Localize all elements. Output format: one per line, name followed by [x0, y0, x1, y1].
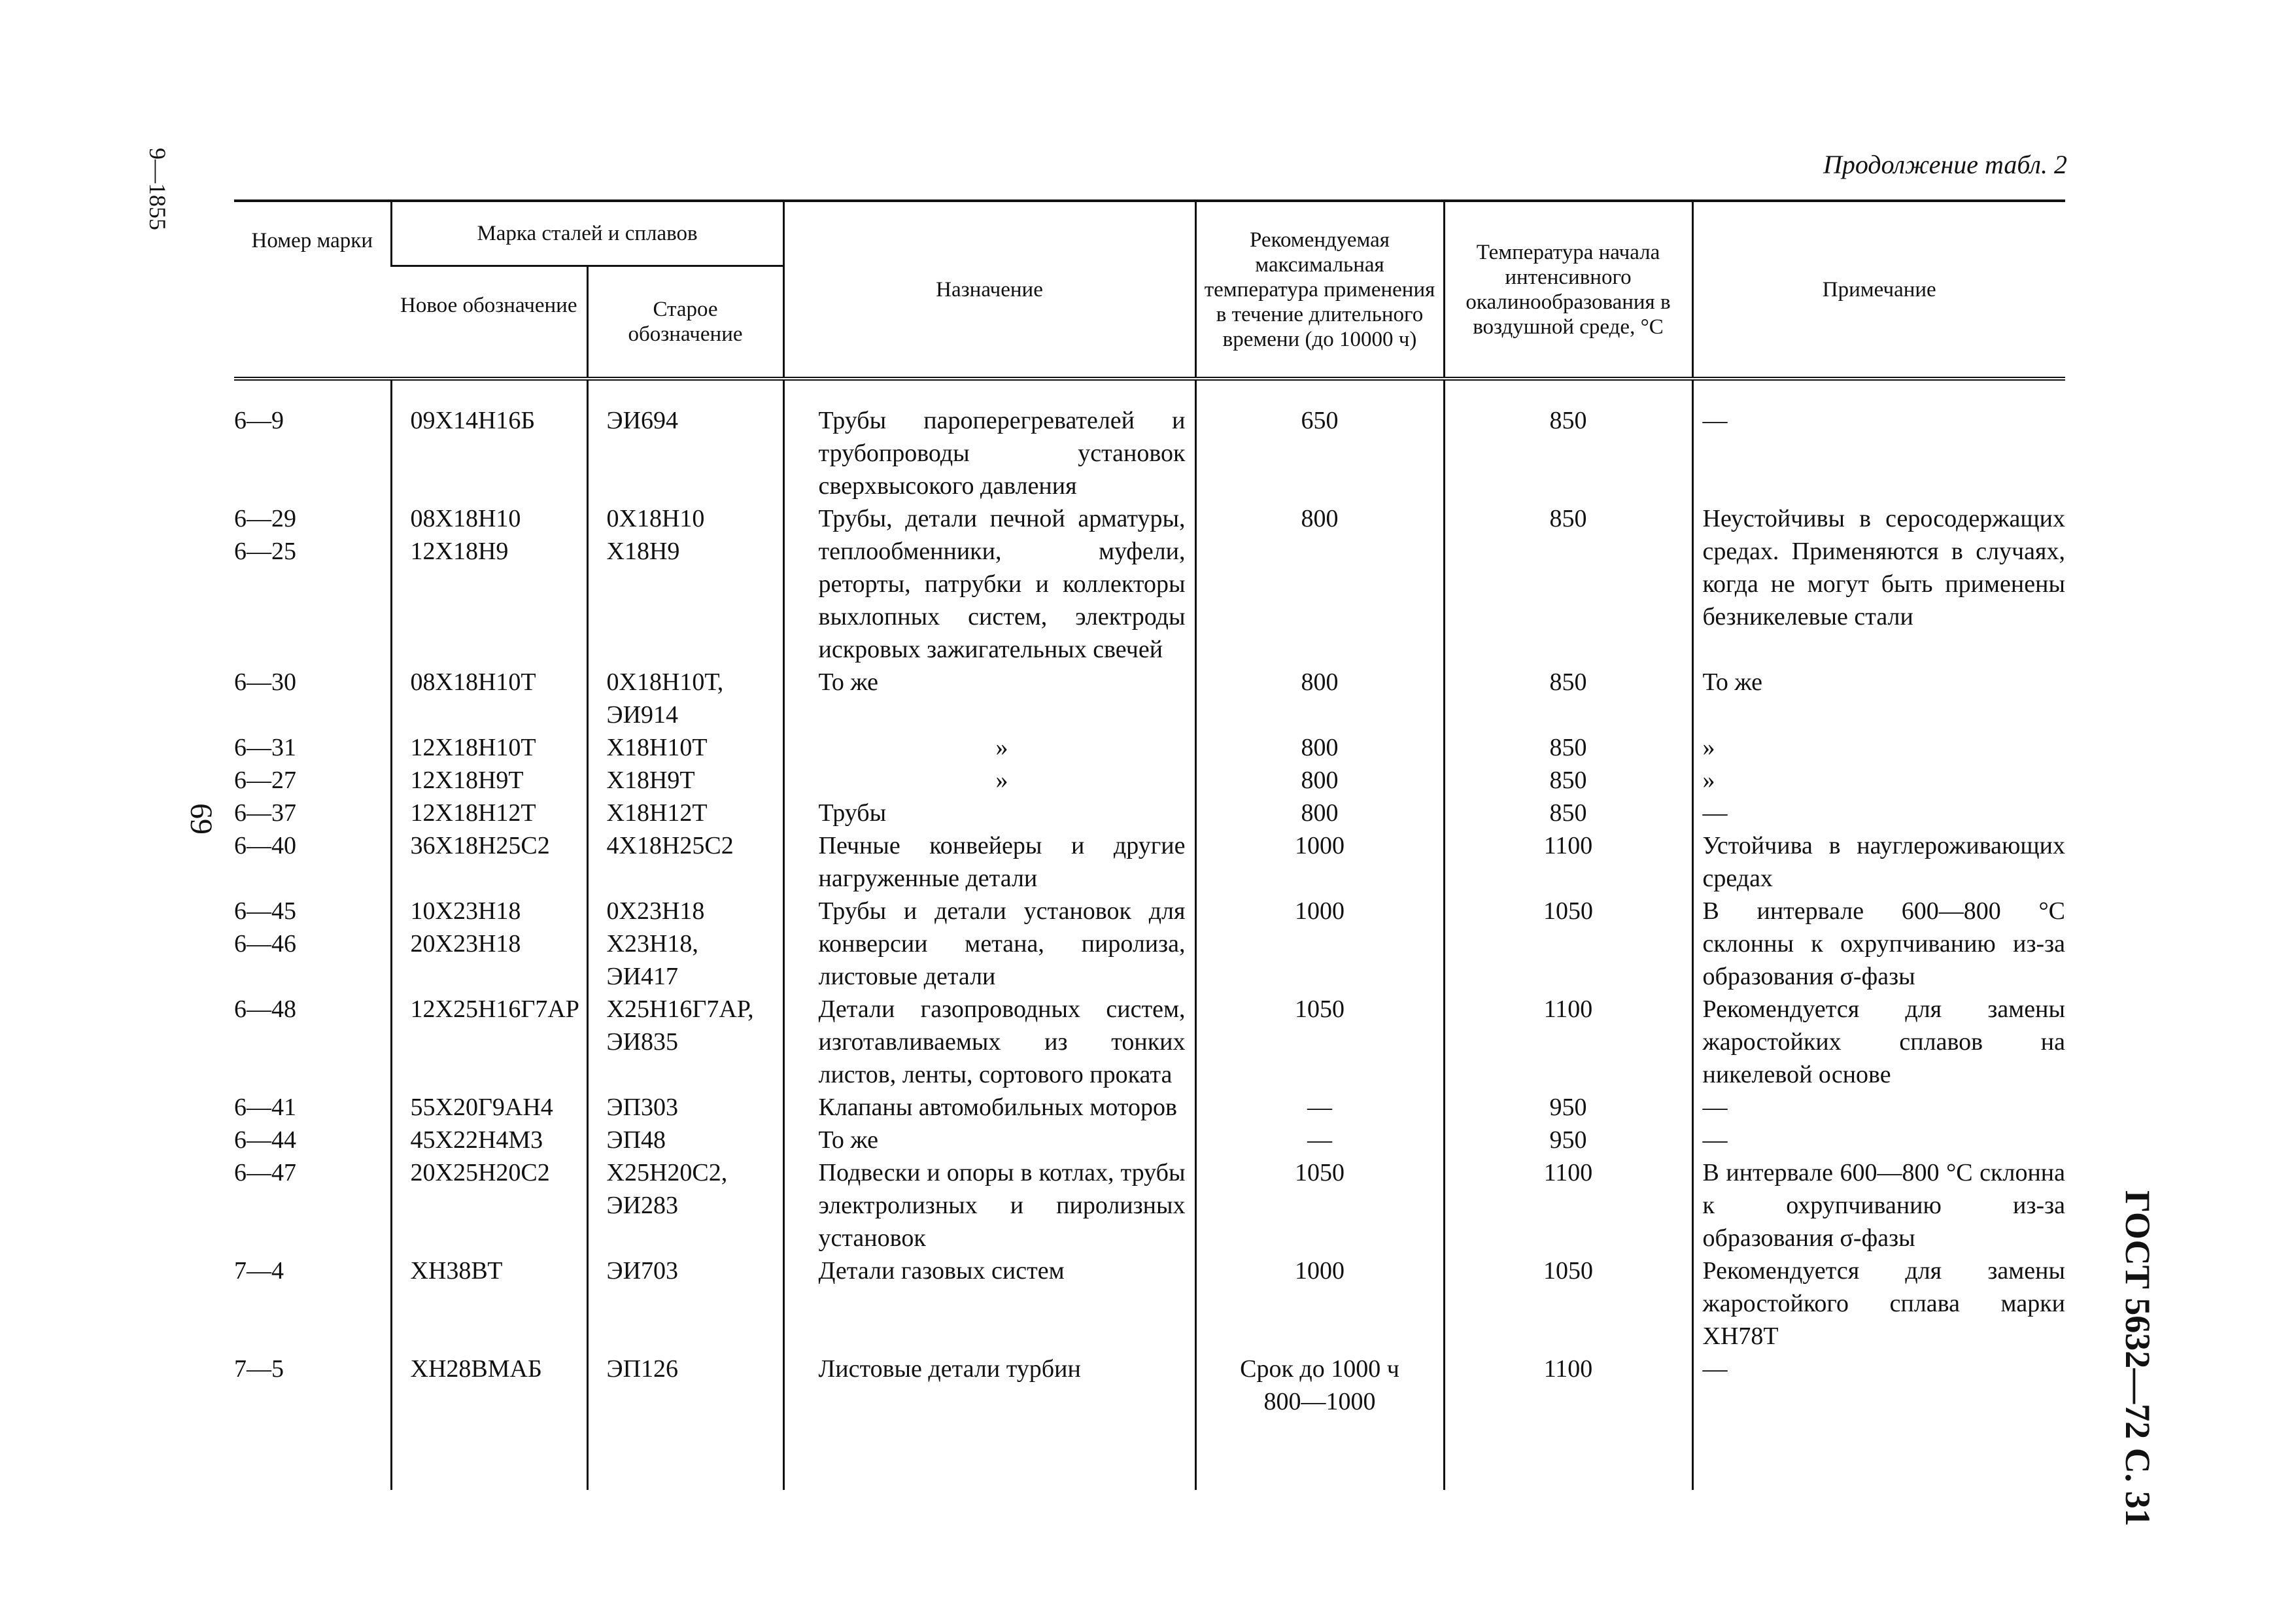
cell-old-designation: ЭИ703 — [587, 1254, 783, 1353]
table-caption: Продолжение табл. 2 — [1823, 150, 2067, 179]
cell-max-temperature: 800 — [1195, 764, 1444, 797]
table-row — [234, 764, 2065, 797]
cell-old-designation: ЭИ694 — [587, 379, 783, 502]
cell-purpose: Листовые детали турбин — [783, 1353, 1195, 1418]
cell-scale-temperature: 850 — [1444, 731, 1692, 764]
cell-number: 6—41 — [234, 1094, 296, 1121]
header-number: Номер марки — [234, 201, 391, 379]
cell-max-temperature: 650 — [1195, 379, 1444, 502]
cell-max-temperature: — — [1195, 1091, 1444, 1124]
header-max-temp: Рекомендуемая максимальная температура применения в течение длительного времени (до 10000 ч) — [1195, 201, 1444, 379]
cell-scale-temperature: 850 — [1444, 797, 1692, 829]
cell-note: — — [1692, 1353, 2065, 1418]
table-row — [234, 1353, 2065, 1418]
empty-cell — [1444, 1418, 1692, 1490]
table-body — [234, 379, 2065, 1490]
cell-old-designation: 0Х23Н18 Х23Н18, ЭИ417 — [587, 895, 783, 993]
cell-purpose: » — [783, 764, 1195, 797]
cell-max-temperature: 1000 — [1195, 895, 1444, 993]
empty-cell — [587, 1418, 783, 1490]
cell-new-designation: 12Х18Н9Т — [391, 764, 587, 797]
cell-note: — — [1692, 1124, 2065, 1156]
cell-new-designation: 45Х22Н4М3 — [391, 1124, 587, 1156]
cell-purpose: Детали газопроводных систем, изготавливаемых из тонких листов, ленты, сортового проката — [783, 993, 1195, 1091]
cell-old-designation: Х25Н20С2, ЭИ283 — [587, 1156, 783, 1254]
cell-old-designation: Х18Н9Т — [587, 764, 783, 797]
header-grade-group: Марка сталей и сплавов — [391, 201, 783, 266]
cell-purpose: » — [783, 731, 1195, 764]
cell-purpose: То же — [783, 666, 1195, 731]
cell-max-temperature: 800 — [1195, 731, 1444, 764]
cell-scale-temperature: 850 — [1444, 764, 1692, 797]
margin-page-number: 69 — [184, 803, 218, 835]
cell-new-designation: ХН38ВТ — [391, 1254, 587, 1353]
cell-scale-temperature: 950 — [1444, 1124, 1692, 1156]
cell-note: Устойчива в науглероживающих средах — [1692, 829, 2065, 895]
cell-new-designation: 36Х18Н25С2 — [391, 829, 587, 895]
cell-scale-temperature: 850 — [1444, 502, 1692, 666]
empty-cell — [1692, 1418, 2065, 1490]
cell-note: В интервале 600—800 °С склонна к охрупчиванию из-за образования σ-фазы — [1692, 1156, 2065, 1254]
cell-number: 6—31 — [234, 734, 296, 761]
cell-new-designation: 09Х14Н16Б — [391, 379, 587, 502]
cell-scale-temperature: 1100 — [1444, 829, 1692, 895]
cell-old-designation: ЭП48 — [587, 1124, 783, 1156]
cell-number: 6—45 6—46 — [234, 897, 296, 958]
table-sheet — [234, 199, 2065, 1478]
empty-cell — [234, 1418, 391, 1490]
cell-number: 6—37 — [234, 799, 296, 827]
cell-purpose: Трубы — [783, 797, 1195, 829]
cell-scale-temperature: 1050 — [1444, 1254, 1692, 1353]
empty-cell — [391, 1418, 587, 1490]
cell-note: Рекомендуется для замены жаростойких сплавов на никелевой основе — [1692, 993, 2065, 1091]
cell-old-designation: Х18Н12Т — [587, 797, 783, 829]
table-row — [234, 731, 2065, 764]
cell-note: » — [1692, 764, 2065, 797]
cell-max-temperature: 1000 — [1195, 1254, 1444, 1353]
cell-note: Рекомендуется для замены жаростойкого сплава марки ХН78Т — [1692, 1254, 2065, 1353]
cell-number: 6—47 — [234, 1159, 296, 1186]
cell-purpose: Трубы и детали установок для конверсии метана, пиролиза, листовые детали — [783, 895, 1195, 993]
header-note: Примечание — [1692, 201, 2065, 379]
table-row — [234, 666, 2065, 731]
header-new: Новое обозначение — [391, 266, 587, 379]
cell-new-designation: 55Х20Г9АН4 — [391, 1091, 587, 1124]
table-row — [234, 1156, 2065, 1254]
cell-new-designation: ХН28ВМАБ — [391, 1353, 587, 1418]
cell-max-temperature: 800 — [1195, 797, 1444, 829]
cell-purpose: Детали газовых систем — [783, 1254, 1195, 1353]
margin-code: 9—1855 — [145, 148, 171, 230]
cell-scale-temperature: 850 — [1444, 666, 1692, 731]
cell-max-temperature: — — [1195, 1124, 1444, 1156]
cell-purpose: Подвески и опоры в котлах, трубы электролизных и пиролизных установок — [783, 1156, 1195, 1254]
header-scale-temp: Температура начала интенсивного окалинообразования в воздушной среде, °С — [1444, 201, 1692, 379]
cell-old-designation: 0Х18Н10Т, ЭИ914 — [587, 666, 783, 731]
cell-purpose: Клапаны автомобильных моторов — [783, 1091, 1195, 1124]
cell-purpose: Печные конвейеры и другие нагруженные детали — [783, 829, 1195, 895]
cell-note: То же — [1692, 666, 2065, 731]
cell-note: — — [1692, 379, 2065, 502]
table-row — [234, 1124, 2065, 1156]
cell-scale-temperature: 1100 — [1444, 1353, 1692, 1418]
cell-old-designation: 4Х18Н25С2 — [587, 829, 783, 895]
cell-new-designation: 08Х18Н10 12Х18Н9 — [391, 502, 587, 666]
cell-old-designation: ЭП303 — [587, 1091, 783, 1124]
header-old: Старое обозначение — [587, 266, 783, 379]
cell-new-designation: 12Х25Н16Г7АР — [391, 993, 587, 1091]
table-row — [234, 502, 2065, 666]
cell-purpose: То же — [783, 1124, 1195, 1156]
cell-number: 6—29 6—25 — [234, 505, 296, 565]
cell-number: 6—48 — [234, 995, 296, 1023]
cell-max-temperature: 800 — [1195, 666, 1444, 731]
cell-max-temperature: 800 — [1195, 502, 1444, 666]
cell-purpose: Трубы пароперегревателей и трубопроводы установок сверхвысокого давления — [783, 379, 1195, 502]
table-row — [234, 829, 2065, 895]
cell-scale-temperature: 1100 — [1444, 1156, 1692, 1254]
cell-scale-temperature: 950 — [1444, 1091, 1692, 1124]
cell-new-designation: 10Х23Н18 20Х23Н18 — [391, 895, 587, 993]
table-row — [234, 1091, 2065, 1124]
cell-number: 7—5 — [234, 1355, 284, 1383]
cell-scale-temperature: 1100 — [1444, 993, 1692, 1091]
cell-purpose: Трубы, детали печной арматуры, теплообменники, муфели, реторты, патрубки и коллекторы выхлопных систем, электроды искровых зажигательных свечей — [783, 502, 1195, 666]
cell-new-designation: 08Х18Н10Т — [391, 666, 587, 731]
table-row — [234, 379, 2065, 502]
cell-max-temperature: 1050 — [1195, 1156, 1444, 1254]
empty-cell — [1195, 1418, 1444, 1490]
empty-cell — [783, 1418, 1195, 1490]
cell-number: 7—4 — [234, 1257, 284, 1285]
cell-old-designation: Х25Н16Г7АР, ЭИ835 — [587, 993, 783, 1091]
cell-note: Неустойчивы в серосодержащих средах. Применяются в случаях, когда не могут быть применены безникелевые стали — [1692, 502, 2065, 666]
cell-old-designation: Х18Н10Т — [587, 731, 783, 764]
table-row — [234, 895, 2065, 993]
cell-number: 6—27 — [234, 767, 296, 794]
header-purpose: Назначение — [783, 201, 1195, 379]
cell-scale-temperature: 850 — [1444, 379, 1692, 502]
cell-new-designation: 20Х25Н20С2 — [391, 1156, 587, 1254]
cell-number: 6—44 — [234, 1126, 296, 1154]
cell-max-temperature: Срок до 1000 ч 800—1000 — [1195, 1353, 1444, 1418]
cell-note: » — [1692, 731, 2065, 764]
cell-number: 6—30 — [234, 668, 296, 696]
table-row — [234, 1254, 2065, 1353]
cell-new-designation: 12Х18Н10Т — [391, 731, 587, 764]
cell-scale-temperature: 1050 — [1444, 895, 1692, 993]
cell-number: 6—40 — [234, 832, 296, 859]
cell-number: 6—9 — [234, 407, 284, 434]
cell-max-temperature: 1050 — [1195, 993, 1444, 1091]
cell-new-designation: 12Х18Н12Т — [391, 797, 587, 829]
cell-note: — — [1692, 797, 2065, 829]
table-row — [234, 797, 2065, 829]
cell-note: В интервале 600—800 °С склонны к охрупчиванию из-за образования σ-фазы — [1692, 895, 2065, 993]
cell-max-temperature: 1000 — [1195, 829, 1444, 895]
table-filler-row — [234, 1418, 2065, 1490]
cell-old-designation: ЭП126 — [587, 1353, 783, 1418]
steel-grades-table — [234, 199, 2065, 1490]
table-row — [234, 993, 2065, 1091]
cell-note: — — [1692, 1091, 2065, 1124]
margin-gost-label: ГОСТ 5632—72 С. 31 — [2118, 1190, 2157, 1527]
cell-old-designation: 0Х18Н10 Х18Н9 — [587, 502, 783, 666]
